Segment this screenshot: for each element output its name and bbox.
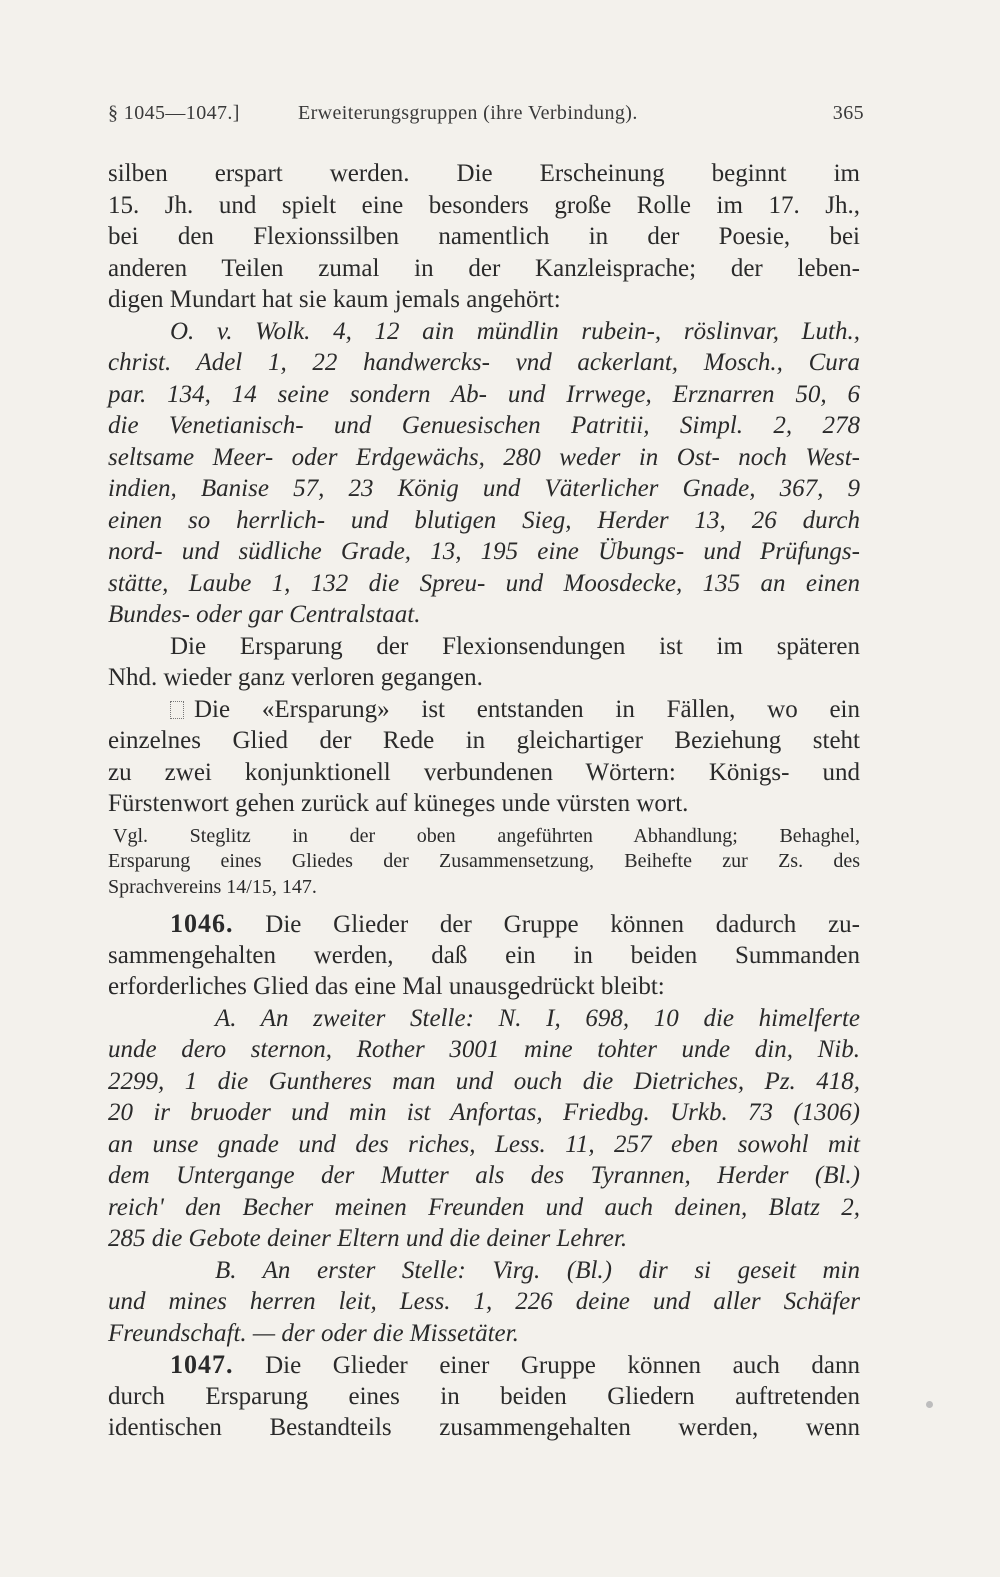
margin-mark-icon bbox=[170, 701, 184, 719]
citation-line: indien, Banise 57, 23 König und Väterlicher Gnade, 367, 9 bbox=[108, 475, 860, 502]
citation-line: und mines herren leit, Less. 1, 226 deine und aller Schäfer bbox=[108, 1288, 860, 1315]
text-line: Die «Ersparung» ist entstanden in Fällen, wo ein bbox=[108, 694, 860, 726]
citation-line: unde dero sternon, Rother 3001 mine tohter unde din, Nib. bbox=[108, 1036, 860, 1063]
text-line: silben erspart werden. Die Erscheinung beginnt im bbox=[108, 160, 860, 187]
citation-line: christ. Adel 1, 22 handwercks- vnd ackerlant, Mosch., Cura bbox=[108, 349, 860, 376]
citation-line: 2299, 1 die Guntheres man und ouch die Dietriches, Pz. 418, bbox=[108, 1067, 860, 1095]
citation-line: par. 134, 14 seine sondern Ab- und Irrwege, Erznarren 50, 6 bbox=[108, 380, 860, 408]
citation-line: reich' den Becher meinen Freunden und auch deinen, Blatz 2, bbox=[108, 1193, 860, 1221]
section-number: 1046. bbox=[170, 909, 234, 938]
citation-line: die Venetianisch- und Genuesischen Patritii, Simpl. 2, 278 bbox=[108, 412, 860, 439]
text-line: bei den Flexionssilben namentlich in der Poesie, bei bbox=[108, 223, 860, 250]
citation-line: 20 ir bruoder und min ist Anfortas, Friedbg. Urkb. 73 (1306) bbox=[108, 1099, 860, 1126]
margin-dot bbox=[926, 1401, 933, 1408]
citation-line: stätte, Laube 1, 132 die Spreu- und Moosdecke, 135 an einen bbox=[108, 569, 860, 597]
text-line: einzelnes Glied der Rede in gleichartiger Beziehung steht bbox=[108, 727, 860, 754]
section-1047-start: 1047. Die Glieder einer Gruppe können auch dann bbox=[170, 1350, 860, 1379]
citation-line: nord- und südliche Grade, 13, 195 eine Übungs- und Prüfungs- bbox=[108, 538, 860, 565]
note-line: Vgl. Steglitz in der oben angeführten Abhandlung; Behaghel, bbox=[113, 824, 860, 847]
text-line: anderen Teilen zumal in der Kanzleisprache; der leben- bbox=[108, 254, 860, 282]
page-body bbox=[108, 158, 860, 1444]
citation-line: einen so herrlich- und blutigen Sieg, Herder 13, 26 durch bbox=[108, 506, 860, 534]
citation-line: an unse gnade und des riches, Less. 11, 257 eben sowohl mit bbox=[108, 1130, 860, 1158]
text-line: durch Ersparung eines in beiden Gliedern auftretenden bbox=[108, 1382, 860, 1410]
citation-line: B. An erster Stelle: Virg. (Bl.) dir si geseit min bbox=[215, 1256, 860, 1284]
text-line: digen Mundart hat sie kaum jemals angehört: bbox=[108, 286, 561, 313]
section-1046-start: 1046. Die Glieder der Gruppe können dadurch zu- bbox=[170, 909, 861, 938]
citation-line: O. v. Wolk. 4, 12 ain mündlin rubein-, röslinvar, Luth., bbox=[170, 317, 860, 345]
text-line: Fürstenwort gehen zurück auf küneges unde vürsten wort. bbox=[108, 790, 689, 817]
reference-note bbox=[108, 824, 860, 901]
citation-line: seltsame Meer- oder Erdgewächs, 280 weder in Ost- noch West- bbox=[108, 443, 860, 471]
citation-line: dem Untergange der Mutter als des Tyrannen, Herder (Bl.) bbox=[108, 1162, 860, 1189]
text-line: sammengehalten werden, daß ein in beiden Summanden bbox=[108, 941, 860, 969]
text-line: identischen Bestandteils zusammengehalten werden, wenn bbox=[108, 1414, 860, 1441]
note-line: Sprachvereins 14/15, 147. bbox=[108, 875, 317, 898]
text-line: zu zwei konjunktionell verbundenen Wörtern: Königs- und bbox=[108, 758, 860, 786]
section-range: § 1045—1047.] bbox=[108, 102, 240, 124]
text-line: erforderliches Glied das eine Mal unausgedrückt bleibt: bbox=[108, 973, 665, 1000]
text-line: 15. Jh. und spielt eine besonders große Rolle im 17. Jh., bbox=[108, 191, 860, 219]
text-line: Die Ersparung der Flexionsendungen ist im späteren bbox=[170, 632, 860, 660]
citation-line: 285 die Gebote deiner Eltern und die deiner Lehrer. bbox=[108, 1225, 628, 1252]
text-line: Nhd. wieder ganz verloren gegangen. bbox=[108, 664, 483, 691]
citation-line: Bundes- oder gar Centralstaat. bbox=[108, 601, 421, 628]
header-title: Erweiterungsgruppen (ihre Verbindung). bbox=[298, 102, 638, 124]
page-number: 365 bbox=[832, 102, 864, 124]
citation-line: Freundschaft. — der oder die Missetäter. bbox=[108, 1319, 519, 1347]
note-line: Ersparung eines Gliedes der Zusammensetzung, Beihefte zur Zs. des bbox=[108, 850, 860, 872]
citation-line: A. An zweiter Stelle: N. I, 698, 10 die himelferte bbox=[215, 1004, 860, 1032]
section-number: 1047. bbox=[170, 1350, 234, 1379]
